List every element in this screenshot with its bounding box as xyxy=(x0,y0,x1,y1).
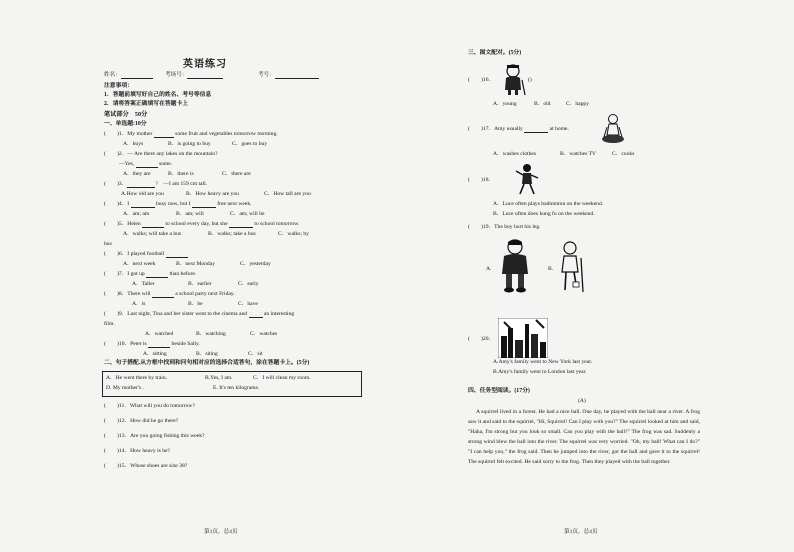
q6-option-c[interactable]: C．yesterday xyxy=(240,261,271,267)
q7-option-b[interactable]: B．earlier xyxy=(188,281,212,287)
q4-stem: ( )4．I xyxy=(104,201,130,207)
question-18: ( )18． xyxy=(468,177,495,183)
name-label: 姓名： xyxy=(104,72,121,78)
q2-blank[interactable] xyxy=(136,161,158,168)
q1-tail: some fruit and vegetables tomorrow morning. xyxy=(175,131,278,137)
notes-title: 注意事项： xyxy=(104,83,133,89)
question-7 xyxy=(104,271,196,278)
box-option-c: C．I will clean my room. xyxy=(253,375,311,381)
section-3-title: 三、图文配对。(5分) xyxy=(468,50,522,56)
q1-stem: ( )1．My mother xyxy=(104,131,153,137)
q5-blank-1[interactable] xyxy=(142,221,164,228)
q17-option-b[interactable]: B．watches TV xyxy=(560,151,597,157)
q2-option-a[interactable]: A．they are xyxy=(123,171,151,177)
name-field[interactable] xyxy=(104,72,153,79)
name-blank[interactable] xyxy=(121,72,153,79)
q9-stem: ( )9．Last night, Tina and her sister went to the cinema and xyxy=(104,311,248,317)
question-1 xyxy=(104,131,278,138)
room-blank[interactable] xyxy=(187,72,223,79)
kung-fu-picture xyxy=(514,162,540,196)
q10-tail: beside Sally. xyxy=(171,341,200,347)
q8-option-c[interactable]: C．have xyxy=(238,301,258,307)
q16-stem: ( )16． xyxy=(468,77,495,83)
q4-tail: free next week. xyxy=(217,201,252,207)
q1-option-a[interactable]: A．buys xyxy=(123,141,144,147)
reading-passage: A squirrel lived in a forest. He had a nice ball. One day, he played with the ball near a river. A frog saw it and said to the squirrel, "Hi, Squirrel! Can I play with you?" The squirrel looked at him and said, "Haha, I'm strong but you look so small. Can you play with the ball?" The frog was sad. Suddenly a strong wind blew the ball into the river. The squirrel was very worried. "Oh, my ball! What can I do?" "I can help you," the frog said. Then he jumped into the river, got the ball and gave it to the squirrel! The squirrel felt excited. He said sorry to the frog. Then they played with the ball together. xyxy=(468,409,700,465)
q16-tail: () xyxy=(528,77,532,83)
question-5 xyxy=(104,221,299,228)
question-9 xyxy=(104,311,294,318)
q17-tail: at home. xyxy=(549,126,569,132)
q3-option-a[interactable]: A.How old are you xyxy=(121,191,164,197)
q6-stem: ( )6．I played football xyxy=(104,251,165,257)
q9-wrap: film. xyxy=(104,321,115,327)
q9-option-a[interactable]: A．watched xyxy=(145,331,174,337)
question-10 xyxy=(104,341,200,348)
answer-box xyxy=(102,371,362,397)
q2-stem: ( )2．— Are there any lakes on the mountain? xyxy=(104,151,218,157)
q7-blank[interactable] xyxy=(146,271,168,278)
q9-tail: an interesting xyxy=(263,311,295,317)
q8-tail: a school party next Friday. xyxy=(175,291,235,297)
q2-option-c[interactable]: C．there are xyxy=(222,171,251,177)
q5-tail: to school tomorrow. xyxy=(254,221,300,227)
section-1-title: 一、单选题:10分 xyxy=(104,121,147,127)
q4-blank-2[interactable] xyxy=(192,201,216,208)
q8-option-a[interactable]: A．is xyxy=(132,301,146,307)
q10-blank[interactable] xyxy=(148,341,170,348)
q3-blank[interactable] xyxy=(127,181,155,188)
washing-picture xyxy=(598,113,628,145)
q3-option-b[interactable]: B．How heavy are you xyxy=(186,191,239,197)
q5-mid: to school every day, but she xyxy=(165,221,228,227)
q18-option-a[interactable]: A．Luce often plays badminton on the weekend. xyxy=(493,201,604,207)
box-option-d: D. My mother's . xyxy=(106,385,144,391)
q9-option-c[interactable]: C．watches xyxy=(250,331,278,337)
room-field[interactable] xyxy=(165,72,223,79)
box-option-b: B.Yes, I am. xyxy=(205,375,233,381)
q7-option-a[interactable]: A．Taller xyxy=(132,281,155,287)
q10-stem: ( )10．Peter is xyxy=(104,341,147,347)
question-11: ( )11．What will you do tomorrow? xyxy=(104,403,195,409)
seat-blank[interactable] xyxy=(275,72,319,79)
box-option-a: A．He went there by train. xyxy=(106,375,168,381)
q4-option-a[interactable]: A．am; am xyxy=(123,211,150,217)
question-12: ( )12．How did he go there? xyxy=(104,418,179,424)
boy-sitting-picture xyxy=(498,238,532,294)
q6-blank[interactable] xyxy=(166,251,188,258)
question-17 xyxy=(468,126,569,133)
question-20: ( )20． xyxy=(468,336,495,342)
worksheet-title: 英语练习 xyxy=(183,59,227,70)
passage-label: (A) xyxy=(578,398,586,404)
note-1: 1．答题前填写好自己的姓名、考号等信息 xyxy=(104,92,212,98)
q16-option-c[interactable]: C．happy xyxy=(566,101,589,107)
old-man-picture xyxy=(498,62,528,96)
q5-option-b[interactable]: B．walks; take a bus xyxy=(208,231,256,237)
question-13: ( )13．Are you going fishing this week? xyxy=(104,433,205,439)
box-option-e: E. It's ten kilograms. xyxy=(213,385,260,391)
q19-option-b[interactable]: B. xyxy=(548,266,554,272)
part-heading: 笔试部分 50分 xyxy=(104,111,148,118)
question-15: ( )15．Whose shoes are size 38? xyxy=(104,463,188,469)
q1-blank[interactable] xyxy=(154,131,174,138)
section-4-title: 四、任务型阅读。(17分) xyxy=(468,388,530,394)
q8-stem: ( )8．There will xyxy=(104,291,151,297)
q6-option-b[interactable]: B．next Monday xyxy=(176,261,215,267)
q8-option-b[interactable]: B．be xyxy=(188,301,203,307)
q10-option-c[interactable]: C．sit xyxy=(248,351,263,357)
page-number-right: 第1页，总4页 xyxy=(564,529,598,535)
q2-answer-start: —Yes, xyxy=(119,161,135,167)
q19-option-a[interactable]: A. xyxy=(486,266,492,272)
section-2-title: 二、句子搭配.从方框中找到和问句相对应的选择合适答句，涂在答题卡上。(5分) xyxy=(104,360,310,366)
q2-option-b[interactable]: B．there is xyxy=(168,171,194,177)
question-19: ( )19．The boy hurt his leg. xyxy=(468,224,541,230)
q9-option-b[interactable]: B．watching xyxy=(196,331,226,337)
q9-blank[interactable] xyxy=(249,311,263,318)
seat-field[interactable] xyxy=(258,72,319,79)
q17-stem: ( )17．Amy usually xyxy=(468,126,523,132)
q7-option-c[interactable]: C．early xyxy=(238,281,259,287)
question-16 xyxy=(468,77,494,84)
boy-crutch-picture xyxy=(556,240,586,294)
note-2: 2．请将答案正确填写在答题卡上 xyxy=(104,101,189,107)
q4-option-b[interactable]: B．am; will xyxy=(176,211,204,217)
q18-option-b[interactable]: B．Luce often does kung fu on the weekend. xyxy=(493,211,595,217)
q3-tail: ? —I am 159 cm tall. xyxy=(155,181,208,187)
q7-stem: ( )7．I got up xyxy=(104,271,145,277)
q5-wrap: bus xyxy=(104,241,112,247)
question-3 xyxy=(104,181,207,188)
q8-blank[interactable] xyxy=(152,291,174,298)
q16-option-b[interactable]: B．old xyxy=(534,101,551,107)
q6-option-a[interactable]: A．next week xyxy=(123,261,156,267)
q1-option-c[interactable]: C．goes to buy xyxy=(232,141,268,147)
city-skyline-picture xyxy=(498,318,548,358)
question-6 xyxy=(104,251,188,258)
q16-option-a[interactable]: A．young xyxy=(493,101,517,107)
seat-label: 考号： xyxy=(258,72,275,78)
q7-tail: than before. xyxy=(169,271,197,277)
q4-blank-1[interactable] xyxy=(131,201,155,208)
question-4 xyxy=(104,201,252,208)
q3-option-c[interactable]: C．How tall are you xyxy=(264,191,311,197)
q4-option-c[interactable]: C．am; will be xyxy=(230,211,265,217)
q5-option-c[interactable]: C．walks; by xyxy=(278,231,309,237)
q2-tail: some. xyxy=(158,161,173,167)
q17-blank[interactable] xyxy=(524,126,548,133)
question-14: ( )14．How heavy is he? xyxy=(104,448,171,454)
q5-option-a[interactable]: A．walks; will take a bus xyxy=(123,231,182,237)
q10-option-a[interactable]: A．sitting xyxy=(143,351,167,357)
question-8 xyxy=(104,291,235,298)
q5-blank-2[interactable] xyxy=(229,221,253,228)
q10-option-b[interactable]: B．siting xyxy=(196,351,218,357)
q20-option-b[interactable]: B.Amy's family went to London last year. xyxy=(493,369,587,375)
q17-option-a[interactable]: A．washes clothes xyxy=(493,151,537,157)
q4-mid: busy now, but I xyxy=(155,201,191,207)
q3-stem: ( )3． xyxy=(104,181,128,187)
q20-option-a[interactable]: A.Amy's family went to New York last year. xyxy=(493,359,593,365)
room-label: 考场号： xyxy=(165,72,188,78)
q2-line2 xyxy=(119,161,172,168)
q1-option-b[interactable]: B．is going to buy xyxy=(168,141,211,147)
q5-stem: ( )5．Helen xyxy=(104,221,141,227)
q17-option-c[interactable]: C．cooks xyxy=(612,151,635,157)
page-number-left: 第1页，总4页 xyxy=(204,529,238,535)
